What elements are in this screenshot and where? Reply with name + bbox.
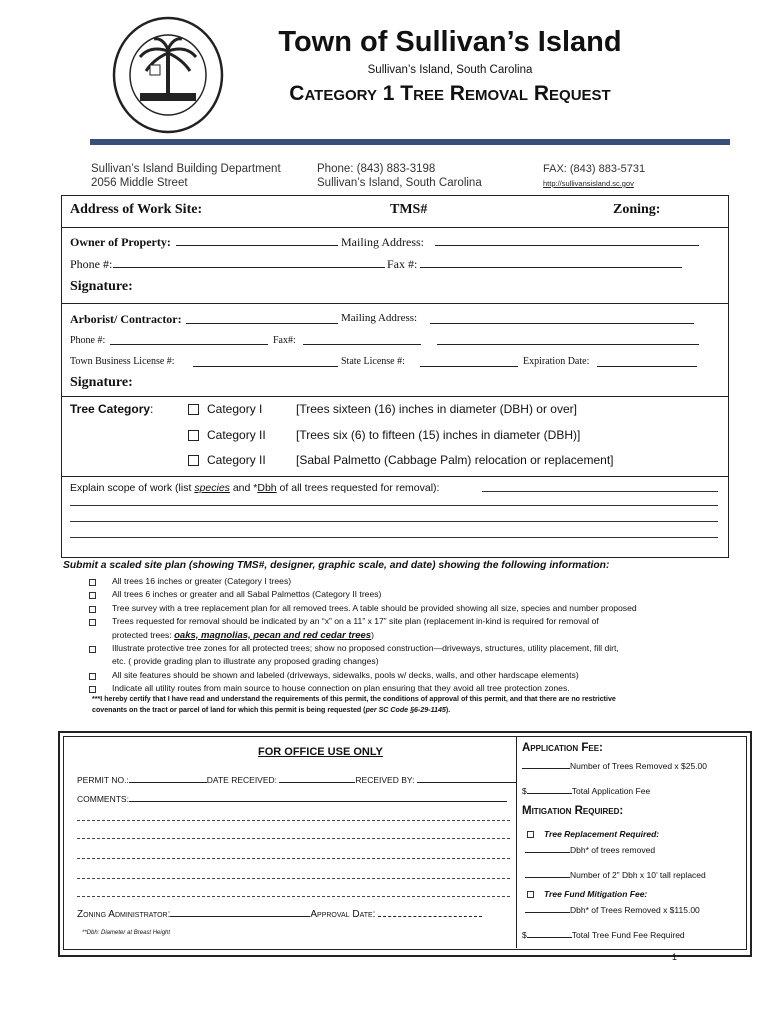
state-license-label: State License #: bbox=[341, 356, 405, 367]
list-item: Trees requested for removal should be indicated by an “x” on a 11” x 17” site plan (replacement in-kind is required for removal of protected trees: oaks, magnolias, pecan and red cedar trees) bbox=[60, 615, 760, 642]
owner-fax-input[interactable] bbox=[420, 256, 682, 268]
town-seal bbox=[110, 15, 226, 135]
tree-category-label: Tree Category: bbox=[70, 402, 154, 416]
list-item: All trees 6 inches or greater and all Sabal Palmettos (Category II trees) bbox=[60, 588, 760, 601]
page-subtitle: Sullivan’s Island, South Carolina bbox=[367, 64, 533, 76]
arborist-label: Arborist/ Contractor: bbox=[70, 312, 182, 326]
list-item: Indicate all utility routes from main source to house connection on plan ensuring that they avoid all tree protection zones. bbox=[60, 682, 760, 695]
checkbox-icon bbox=[89, 646, 96, 653]
checkbox-icon[interactable] bbox=[188, 455, 199, 466]
total-app-input[interactable] bbox=[527, 783, 572, 794]
expiration-input[interactable] bbox=[597, 355, 697, 367]
zoning-admin-input[interactable] bbox=[170, 907, 310, 917]
contact-dept: Sullivan’s Island Building Department bbox=[91, 163, 281, 175]
tms-label: TMS# bbox=[390, 202, 428, 217]
dbh-fund-row: Dbh* of Trees Removed x $115.00 bbox=[525, 902, 700, 915]
mitigation-label: Mitigation Required: bbox=[522, 805, 624, 817]
checkbox-icon[interactable] bbox=[527, 891, 534, 898]
total-fund-row: $ Total Tree Fund Fee Required bbox=[522, 927, 685, 940]
replacement-row[interactable]: Tree Replacement Required: bbox=[527, 829, 659, 839]
arborist-phone-label: Phone #: bbox=[70, 335, 106, 346]
comments-line[interactable] bbox=[77, 838, 510, 839]
checkbox-icon bbox=[89, 579, 96, 586]
owner-fax-label: Fax #: bbox=[387, 257, 418, 271]
form-title: Category 1 Tree Removal Request bbox=[289, 82, 611, 105]
trees-removed-input[interactable] bbox=[522, 758, 570, 769]
fund-row[interactable]: Tree Fund Mitigation Fee: bbox=[527, 889, 647, 899]
owner-label: Owner of Property: bbox=[70, 235, 171, 249]
contact-fax: FAX: (843) 883-5731 bbox=[543, 163, 646, 175]
arborist-phone-input[interactable] bbox=[110, 333, 268, 345]
comments-line[interactable] bbox=[77, 858, 510, 859]
arborist-signature-label: Signature: bbox=[70, 375, 133, 390]
owner-phone-label: Phone #: bbox=[70, 257, 113, 271]
category-option-2[interactable]: Category II bbox=[188, 428, 266, 442]
scope-input-3[interactable] bbox=[70, 521, 718, 522]
category-option-1[interactable]: Category I bbox=[188, 402, 262, 416]
category-option-3[interactable]: Category II bbox=[188, 453, 266, 467]
checkbox-icon[interactable] bbox=[188, 430, 199, 441]
list-item: All trees 16 inches or greater (Category I trees) bbox=[60, 575, 760, 588]
total-app-row: $ Total Application Fee bbox=[522, 783, 650, 796]
license-input[interactable] bbox=[193, 355, 338, 367]
dbh-removed-row: Dbh* of trees removed bbox=[525, 842, 655, 855]
list-item: All site features should be shown and labeled (driveways, sidewalks, pools w/ decks, walls, and other hardscape elements) bbox=[60, 669, 760, 682]
checkbox-icon bbox=[89, 686, 96, 693]
checkbox-icon bbox=[89, 606, 96, 613]
category-desc-2: [Trees six (6) to fifteen (15) inches in diameter (DBH)] bbox=[296, 428, 581, 442]
page-title: Town of Sullivan’s Island bbox=[278, 26, 622, 58]
office-divider bbox=[516, 736, 517, 948]
contact-phone: Phone: (843) 883-3198 bbox=[317, 163, 436, 175]
app-fee-label: Application Fee: bbox=[522, 742, 603, 754]
scope-input-4[interactable] bbox=[70, 537, 718, 538]
certification-text: ***I hereby certify that I have read and understand the requirements of this permit, the conditions of approval of this permit, and that there are no restrictive covenants on the tract or parcel of land for which this permit is being requested (per SC Code §6-29-1145). bbox=[92, 695, 616, 714]
num-replaced-input[interactable] bbox=[525, 867, 570, 878]
scope-input-2[interactable] bbox=[70, 505, 718, 506]
checkbox-icon bbox=[89, 619, 96, 626]
trees-removed-row: Number of Trees Removed x $25.00 bbox=[522, 758, 707, 771]
contact-street: 2056 Middle Street bbox=[91, 177, 188, 189]
dbh-fund-input[interactable] bbox=[525, 902, 570, 913]
site-plan-heading: Submit a scaled site plan (showing TMS#, designer, graphic scale, and date) showing the following information: bbox=[63, 560, 610, 571]
office-heading: FOR OFFICE USE ONLY bbox=[258, 746, 383, 758]
arborist-fax-input[interactable] bbox=[303, 333, 421, 345]
owner-mailing-label: Mailing Address: bbox=[341, 235, 424, 249]
seal-caption bbox=[112, 134, 224, 135]
arborist-mailing-input[interactable] bbox=[430, 312, 694, 324]
owner-phone-input[interactable] bbox=[113, 256, 385, 268]
zoning-admin-row: Zoning Administrator: Approval Date: bbox=[77, 907, 482, 920]
dbh-removed-input[interactable] bbox=[525, 842, 570, 853]
owner-mailing-input[interactable] bbox=[435, 234, 699, 246]
received-input[interactable] bbox=[417, 774, 517, 783]
permit-row: PERMIT NO.: DATE RECEIVED: RECEIVED BY: bbox=[77, 774, 517, 785]
dbh-footnote: **Dbh: Diameter at Breast Height bbox=[82, 930, 171, 936]
comments-line[interactable] bbox=[77, 878, 510, 879]
list-item: Illustrate protective tree zones for all protected trees; show no proposed construction—driveways, structures, utility placement, fill dirt, etc. ( provide grading plan to illustrate any proposed grading changes) bbox=[60, 642, 760, 669]
num-replaced-row: Number of 2” Dbh x 10’ tall replaced bbox=[525, 867, 706, 880]
zoning-label: Zoning: bbox=[613, 202, 661, 217]
checkbox-icon[interactable] bbox=[527, 831, 534, 838]
arborist-mailing-input-2[interactable] bbox=[437, 333, 699, 345]
list-item: Tree survey with a tree replacement plan for all removed trees. A table should be provided showing all size, species and number proposed bbox=[60, 602, 760, 615]
owner-input[interactable] bbox=[176, 234, 338, 246]
approval-date-input[interactable] bbox=[378, 907, 482, 917]
checkbox-icon bbox=[89, 673, 96, 680]
scope-input-1[interactable] bbox=[482, 491, 718, 492]
site-plan-list bbox=[60, 575, 760, 696]
comments-input[interactable] bbox=[129, 793, 507, 802]
arborist-fax-label: Fax#: bbox=[273, 335, 296, 346]
date-input[interactable] bbox=[279, 774, 355, 783]
address-label: Address of Work Site: bbox=[70, 202, 203, 217]
comments-line[interactable] bbox=[77, 896, 510, 897]
contact-city: Sullivan’s Island, South Carolina bbox=[317, 177, 482, 189]
state-license-input[interactable] bbox=[420, 355, 518, 367]
arborist-mailing-label: Mailing Address: bbox=[341, 312, 418, 324]
permit-input[interactable] bbox=[129, 774, 207, 783]
arborist-input[interactable] bbox=[186, 312, 338, 324]
page-number: 1 bbox=[672, 952, 678, 962]
contact-url[interactable]: http://sullivansisland.sc.gov bbox=[543, 179, 634, 188]
comments-row: COMMENTS: bbox=[77, 793, 507, 804]
category-desc-3: [Sabal Palmetto (Cabbage Palm) relocation or replacement] bbox=[296, 453, 614, 467]
license-label: Town Business License #: bbox=[70, 356, 175, 367]
owner-signature-label: Signature: bbox=[70, 279, 133, 294]
total-fund-input[interactable] bbox=[527, 927, 572, 938]
comments-line[interactable] bbox=[77, 820, 510, 821]
header-rule bbox=[90, 139, 730, 145]
scope-label: Explain scope of work (list species and *Dbh of all trees requested for removal): bbox=[70, 482, 440, 494]
category-desc-1: [Trees sixteen (16) inches in diameter (DBH) or over] bbox=[296, 402, 577, 416]
checkbox-icon bbox=[89, 592, 96, 599]
checkbox-icon[interactable] bbox=[188, 404, 199, 415]
expiration-label: Expiration Date: bbox=[523, 356, 590, 367]
